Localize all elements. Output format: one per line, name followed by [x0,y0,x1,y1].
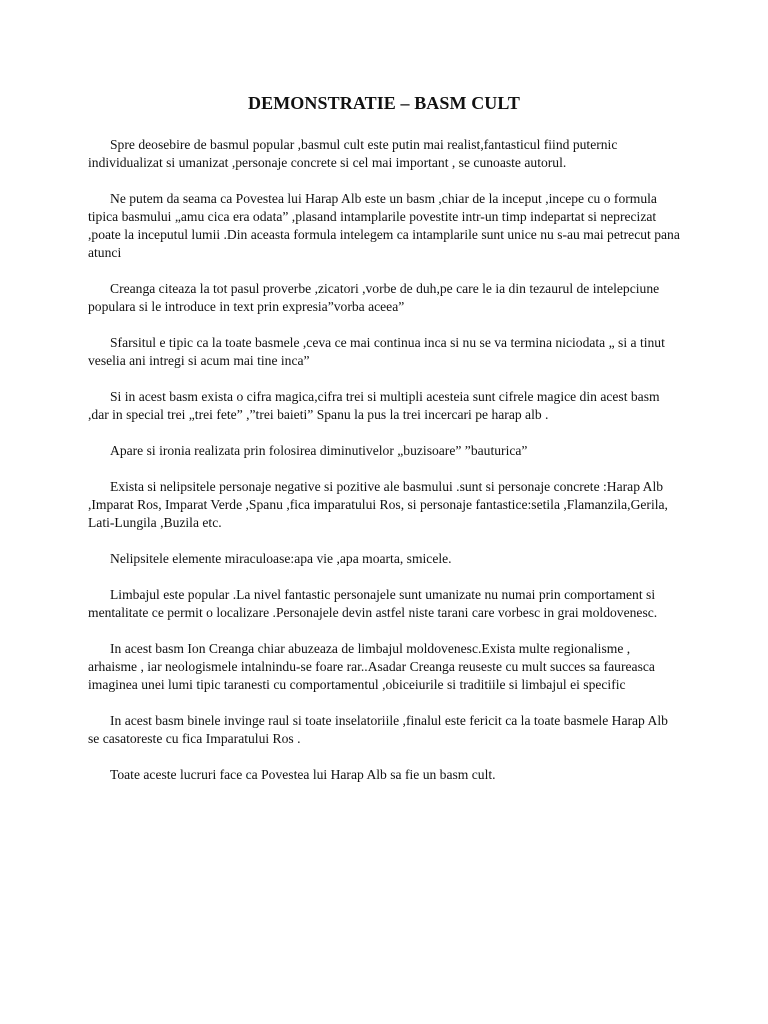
paragraph-12: Toate aceste lucruri face ca Povestea lui Harap Alb sa fie un basm cult. [110,767,496,782]
document-body [88,136,680,802]
paragraph-1: Spre deosebire de basmul popular ,basmul cult este putin mai realist,fantasticul fiind puternic individualizat si umanizat ,personaje concrete si cel mai important , se cunoaste autorul. [88,137,618,170]
paragraph-5: Si in acest basm exista o cifra magica,cifra trei si multipli acesteia sunt cifrele magice din acest basm ,dar in special trei „trei fete” ,”trei baieti” Spanu la pus la trei incercari pe harap alb . [88,389,660,422]
paragraph-7: Exista si nelipsitele personaje negative si pozitive ale basmului .sunt si personaje concrete :Harap Alb ,Imparat Ros, Imparat Verde ,Spanu ,fica imparatului Ros, si personaje fantastice:setila ,Flamanzila,Gerila, Lati-Lungila ,Buzila etc. [88,479,668,530]
paragraph-9: Limbajul este popular .La nivel fantastic personajele sunt umanizate nu numai prin comportament si mentalitate ce permit o localizare .Personajele devin astfel niste tarani care vorbesc in grai moldovenesc. [88,587,658,620]
paragraph-8: Nelipsitele elemente miraculoase:apa vie ,apa moarta, smicele. [110,551,452,566]
paragraph-3: Creanga citeaza la tot pasul proverbe ,zicatori ,vorbe de duh,pe care le ia din tezaurul de intelepciune populara si le introduce in text prin expresia”vorba aceea” [88,281,660,314]
document-title: DEMONSTRATIE – BASM CULT [248,93,520,113]
paragraph-2: Ne putem da seama ca Povestea lui Harap Alb este un basm ,chiar de la inceput ,incepe cu o formula tipica basmului „amu cica era odata” ,plasand intamplarile povestite intr-un timp indepartat si neprecizat ,poate la inceputul lumii .Din aceasta formula intelegem ca intamplarile sunt unice nu s-au mai petrecut pana atunci [88,191,680,260]
paragraph-10: In acest basm Ion Creanga chiar abuzeaza de limbajul moldovenesc.Exista multe regionalisme , arhaisme , iar neologismele intalnindu-se foare rar..Asadar Creanga reuseste cu mult succes sa faureasca imaginea unei lumi tipic taranesti cu comportamentul ,obiceiurile si traditiile si limbajul ei specific [88,641,655,692]
paragraph-6: Apare si ironia realizata prin folosirea diminutivelor „buzisoare” ”bauturica” [110,443,528,458]
paragraph-4: Sfarsitul e tipic ca la toate basmele ,ceva ce mai continua inca si nu se va termina niciodata „ si a tinut veselia ani intregi si acum mai tine inca” [88,335,665,368]
paragraph-11: In acest basm binele invinge raul si toate inselatoriile ,finalul este fericit ca la toate basmele Harap Alb se casatoreste cu fica Imparatului Ros . [88,713,668,746]
